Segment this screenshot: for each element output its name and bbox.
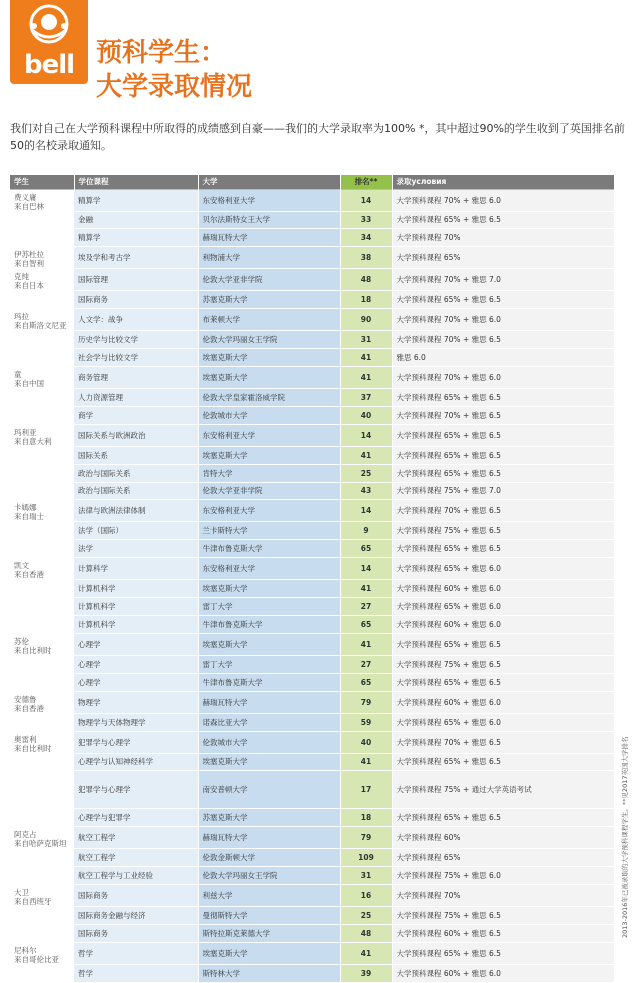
requirements-cell: 大学预科课程 65% + 雅思 6.5 <box>392 633 614 655</box>
university-cell: 牛津布鲁克斯大学 <box>198 540 340 558</box>
university-cell: 苏塞克斯大学 <box>198 291 340 309</box>
course-cell: 计算机科学 <box>74 598 198 616</box>
student-cell <box>10 446 74 464</box>
requirements-cell: 大学预科课程 65% <box>392 247 614 269</box>
table-row <box>10 907 614 925</box>
student-cell: 安德鲁 来自香港 <box>10 691 74 713</box>
course-cell: 物理学与天体物理学 <box>74 713 198 731</box>
university-cell: 埃塞克斯大学 <box>198 633 340 655</box>
requirements-cell: 大学预科课程 70% + 雅思 6.0 <box>392 366 614 388</box>
rank-cell: 27 <box>340 598 392 616</box>
course-cell: 国际商务 <box>74 924 198 942</box>
table-row <box>10 558 614 580</box>
rank-cell: 31 <box>340 331 392 349</box>
footnote: 2013-2016年已被录取的大学预科课程学生。**见2017英国大学排名 <box>621 736 629 938</box>
requirements-cell: 大学预科课程 70% + 雅思 6.0 <box>392 189 614 211</box>
rank-cell: 41 <box>340 633 392 655</box>
student-cell: 费义庸 来自巴林 <box>10 189 74 211</box>
title-line-2: 大学录取情况 <box>96 72 253 102</box>
university-cell: 贝尔法斯特女王大学 <box>198 211 340 229</box>
student-cell: 卡嫣娜 来自瑞士 <box>10 500 74 522</box>
course-cell: 计算机科学 <box>74 580 198 598</box>
rank-cell: 79 <box>340 827 392 849</box>
student-cell: 玛利亚 来自意大利 <box>10 424 74 446</box>
student-cell <box>10 809 74 827</box>
table-row <box>10 500 614 522</box>
header-student: 学生 <box>10 175 74 189</box>
student-cell <box>10 673 74 691</box>
table-row <box>10 522 614 540</box>
student-cell <box>10 331 74 349</box>
student-cell <box>10 388 74 406</box>
student-cell <box>10 349 74 367</box>
course-cell: 航空工程学 <box>74 849 198 867</box>
title-line-1: 预科学生： <box>96 38 227 68</box>
course-cell: 商学 <box>74 406 198 424</box>
student-cell <box>10 291 74 309</box>
requirements-cell: 大学预科课程 65% + 雅思 6.0 <box>392 558 614 580</box>
requirements-cell: 大学预科课程 60% + 雅思 6.0 <box>392 615 614 633</box>
course-cell: 物理学 <box>74 691 198 713</box>
university-cell: 埃塞克斯大学 <box>198 446 340 464</box>
student-cell <box>10 540 74 558</box>
requirements-cell: 大学预科课程 65% + 雅思 6.0 <box>392 598 614 616</box>
university-cell: 雷丁大学 <box>198 598 340 616</box>
table-row <box>10 964 614 982</box>
rank-cell: 31 <box>340 867 392 885</box>
course-cell: 精算学 <box>74 229 198 247</box>
student-cell <box>10 615 74 633</box>
course-cell: 国际商务金融与经济 <box>74 907 198 925</box>
course-cell: 犯罪学与心理学 <box>74 771 198 809</box>
table-row <box>10 580 614 598</box>
course-cell: 社会学与比较文学 <box>74 349 198 367</box>
rank-cell: 18 <box>340 809 392 827</box>
bell-logo-icon <box>10 0 88 56</box>
header-requirements: 录取условия <box>392 175 614 189</box>
student-cell <box>10 924 74 942</box>
page-title <box>96 36 252 104</box>
course-cell: 犯罪学与心理学 <box>74 731 198 753</box>
student-cell <box>10 771 74 809</box>
rank-cell: 37 <box>340 388 392 406</box>
table-row <box>10 771 614 809</box>
university-cell: 埃塞克斯大学 <box>198 366 340 388</box>
student-cell: 玛拉 来自斯洛文尼亚 <box>10 309 74 331</box>
rank-cell: 59 <box>340 713 392 731</box>
university-cell: 斯特林大学 <box>198 964 340 982</box>
course-cell: 法学 <box>74 540 198 558</box>
requirements-cell: 大学预科课程 65% + 雅思 6.5 <box>392 211 614 229</box>
table-row <box>10 849 614 867</box>
university-cell: 伦敦金斯顿大学 <box>198 849 340 867</box>
requirements-cell: 大学预科课程 75% + 雅思 6.5 <box>392 522 614 540</box>
requirements-cell: 大学预科课程 70% <box>392 885 614 907</box>
rank-cell: 16 <box>340 885 392 907</box>
university-cell: 雷丁大学 <box>198 655 340 673</box>
requirements-cell: 大学预科课程 65% + 雅思 6.5 <box>392 464 614 482</box>
course-cell: 心理学 <box>74 633 198 655</box>
table-row <box>10 731 614 753</box>
table-row <box>10 406 614 424</box>
course-cell: 政治与国际关系 <box>74 482 198 500</box>
intro-paragraph: 我们对自己在大学预科课程中所取得的成绩感到自豪——我们的大学录取率为100% *，其中超过90%的学生收到了英国排名前50的名校录取通知。 <box>10 122 625 152</box>
requirements-cell: 大学预科课程 65% + 雅思 6.5 <box>392 424 614 446</box>
table-row <box>10 269 614 291</box>
course-cell: 心理学 <box>74 673 198 691</box>
rank-cell: 41 <box>340 942 392 964</box>
table-row <box>10 924 614 942</box>
requirements-cell: 大学预科课程 70% + 雅思 6.5 <box>392 406 614 424</box>
student-cell <box>10 229 74 247</box>
requirements-cell: 大学预科课程 70% + 雅思 7.0 <box>392 269 614 291</box>
student-cell <box>10 713 74 731</box>
university-cell: 伦敦大学亚非学院 <box>198 482 340 500</box>
requirements-cell: 大学预科课程 60% + 雅思 6.0 <box>392 964 614 982</box>
student-cell: 克纯 来自日本 <box>10 269 74 291</box>
course-cell: 人力资源管理 <box>74 388 198 406</box>
table-row <box>10 309 614 331</box>
rank-cell: 33 <box>340 211 392 229</box>
university-cell: 肯特大学 <box>198 464 340 482</box>
table-row <box>10 424 614 446</box>
table-row <box>10 655 614 673</box>
university-cell: 伦敦大学玛丽女王学院 <box>198 867 340 885</box>
rank-cell: 40 <box>340 731 392 753</box>
table-row <box>10 247 614 269</box>
rank-cell: 25 <box>340 907 392 925</box>
requirements-cell: 大学预科课程 65% + 雅思 6.5 <box>392 388 614 406</box>
course-cell: 国际关系与欧洲政治 <box>74 424 198 446</box>
requirements-cell: 大学预科课程 65% + 雅思 6.5 <box>392 673 614 691</box>
table-body <box>10 189 614 982</box>
rank-cell: 48 <box>340 924 392 942</box>
student-cell <box>10 655 74 673</box>
requirements-cell: 大学预科课程 60% + 雅思 6.5 <box>392 924 614 942</box>
requirements-cell: 大学预科课程 65% + 雅思 6.5 <box>392 540 614 558</box>
student-cell <box>10 753 74 771</box>
rank-cell: 14 <box>340 500 392 522</box>
course-cell: 计算机科学 <box>74 615 198 633</box>
rank-cell: 9 <box>340 522 392 540</box>
university-cell: 南安普顿大学 <box>198 771 340 809</box>
university-cell: 赫瑞瓦特大学 <box>198 691 340 713</box>
rank-cell: 18 <box>340 291 392 309</box>
requirements-cell: 大学预科课程 75% + 雅思 7.0 <box>392 482 614 500</box>
table-row <box>10 540 614 558</box>
table-row <box>10 809 614 827</box>
table-row <box>10 229 614 247</box>
course-cell: 国际商务 <box>74 291 198 309</box>
student-cell: 童 来自中国 <box>10 366 74 388</box>
requirements-cell: 大学预科课程 65% <box>392 849 614 867</box>
student-cell <box>10 598 74 616</box>
student-cell <box>10 464 74 482</box>
university-cell: 牛津布鲁克斯大学 <box>198 673 340 691</box>
rank-cell: 17 <box>340 771 392 809</box>
student-cell: 奥雷利 来自比利时 <box>10 731 74 753</box>
table-row <box>10 673 614 691</box>
course-cell: 国际关系 <box>74 446 198 464</box>
student-cell <box>10 849 74 867</box>
student-cell: 阿克占 来自哈萨克斯坦 <box>10 827 74 849</box>
student-cell <box>10 522 74 540</box>
university-cell: 伦敦大学亚非学院 <box>198 269 340 291</box>
rank-cell: 65 <box>340 615 392 633</box>
university-cell: 东安格利亚大学 <box>198 424 340 446</box>
table-row <box>10 388 614 406</box>
rank-cell: 14 <box>340 558 392 580</box>
course-cell: 政治与国际关系 <box>74 464 198 482</box>
header-course: 学位课程 <box>74 175 198 189</box>
course-cell: 航空工程学 <box>74 827 198 849</box>
admissions-table <box>10 175 615 983</box>
university-cell: 利物浦大学 <box>198 247 340 269</box>
requirements-cell: 大学预科课程 70% + 雅思 6.0 <box>392 309 614 331</box>
table-row <box>10 446 614 464</box>
rank-cell: 79 <box>340 691 392 713</box>
university-cell: 东安格利亚大学 <box>198 500 340 522</box>
university-cell: 东安格利亚大学 <box>198 189 340 211</box>
table-header-row <box>10 175 614 189</box>
bell-logo <box>10 0 88 84</box>
rank-cell: 34 <box>340 229 392 247</box>
rank-cell: 90 <box>340 309 392 331</box>
table-row <box>10 291 614 309</box>
university-cell: 伦敦城市大学 <box>198 731 340 753</box>
course-cell: 金融 <box>74 211 198 229</box>
university-cell: 利兹大学 <box>198 885 340 907</box>
university-cell: 伦敦大学皇家霍洛威学院 <box>198 388 340 406</box>
requirements-cell: 大学预科课程 65% + 雅思 6.0 <box>392 713 614 731</box>
student-cell: 苏伦 来自比利时 <box>10 633 74 655</box>
rank-cell: 40 <box>340 406 392 424</box>
requirements-cell: 大学预科课程 75% + 雅思 6.5 <box>392 907 614 925</box>
rank-cell: 41 <box>340 753 392 771</box>
table-row <box>10 885 614 907</box>
university-cell: 东安格利亚大学 <box>198 558 340 580</box>
header-university: 大学 <box>198 175 340 189</box>
rank-cell: 65 <box>340 673 392 691</box>
header-rank: 排名** <box>340 175 392 189</box>
requirements-cell: 大学预科课程 60% + 雅思 6.0 <box>392 691 614 713</box>
rank-cell: 27 <box>340 655 392 673</box>
rank-cell: 14 <box>340 189 392 211</box>
student-cell <box>10 907 74 925</box>
university-cell: 牛津布鲁克斯大学 <box>198 615 340 633</box>
course-cell: 国际管理 <box>74 269 198 291</box>
university-cell: 埃塞克斯大学 <box>198 942 340 964</box>
table-row <box>10 867 614 885</box>
university-cell: 伦敦大学玛丽女王学院 <box>198 331 340 349</box>
logo-wordmark: bell <box>23 50 75 80</box>
university-cell: 布莱顿大学 <box>198 309 340 331</box>
rank-cell: 43 <box>340 482 392 500</box>
rank-cell: 38 <box>340 247 392 269</box>
student-cell <box>10 211 74 229</box>
rank-cell: 41 <box>340 366 392 388</box>
course-cell: 精算学 <box>74 189 198 211</box>
rank-cell: 39 <box>340 964 392 982</box>
table-row <box>10 598 614 616</box>
course-cell: 国际商务 <box>74 885 198 907</box>
course-cell: 法律与欧洲法律体制 <box>74 500 198 522</box>
student-cell: 尼科尔 来自哥伦比亚 <box>10 942 74 964</box>
requirements-cell: 大学预科课程 75% + 雅思 6.0 <box>392 867 614 885</box>
rank-cell: 41 <box>340 580 392 598</box>
table-row <box>10 713 614 731</box>
student-cell <box>10 482 74 500</box>
rank-cell: 41 <box>340 446 392 464</box>
student-cell: 凯文 来自香港 <box>10 558 74 580</box>
university-cell: 埃塞克斯大学 <box>198 349 340 367</box>
university-cell: 曼彻斯特大学 <box>198 907 340 925</box>
course-cell: 人文学：战争 <box>74 309 198 331</box>
table-row <box>10 753 614 771</box>
table-row <box>10 464 614 482</box>
university-cell: 赫瑞瓦特大学 <box>198 229 340 247</box>
student-cell <box>10 964 74 982</box>
rank-cell: 14 <box>340 424 392 446</box>
requirements-cell: 大学预科课程 65% + 雅思 6.5 <box>392 809 614 827</box>
student-cell: 伊苏杜拉 来自智利 <box>10 247 74 269</box>
rank-cell: 65 <box>340 540 392 558</box>
table-row <box>10 691 614 713</box>
course-cell: 心理学与犯罪学 <box>74 809 198 827</box>
requirements-cell: 大学预科课程 70% + 雅思 6.5 <box>392 331 614 349</box>
table-row <box>10 633 614 655</box>
requirements-cell: 大学预科课程 60% + 雅思 6.0 <box>392 580 614 598</box>
requirements-cell: 大学预科课程 70% + 雅思 6.5 <box>392 731 614 753</box>
table-row <box>10 482 614 500</box>
requirements-cell: 大学预科课程 65% + 雅思 6.5 <box>392 942 614 964</box>
course-cell: 计算科学 <box>74 558 198 580</box>
course-cell: 埃及学和考古学 <box>74 247 198 269</box>
student-cell: 大卫 来自西班牙 <box>10 885 74 907</box>
requirements-cell: 大学预科课程 65% + 雅思 6.5 <box>392 753 614 771</box>
university-cell: 诺森比亚大学 <box>198 713 340 731</box>
course-cell: 历史学与比较文学 <box>74 331 198 349</box>
course-cell: 法学（国际） <box>74 522 198 540</box>
requirements-cell: 大学预科课程 70% <box>392 229 614 247</box>
table-row <box>10 331 614 349</box>
requirements-cell: 大学预科课程 65% + 雅思 6.5 <box>392 446 614 464</box>
table-row <box>10 942 614 964</box>
rank-cell: 25 <box>340 464 392 482</box>
requirements-cell: 大学预科课程 70% + 雅思 6.5 <box>392 500 614 522</box>
table-row <box>10 827 614 849</box>
course-cell: 商务管理 <box>74 366 198 388</box>
course-cell: 心理学 <box>74 655 198 673</box>
course-cell: 哲学 <box>74 964 198 982</box>
university-cell: 埃塞克斯大学 <box>198 580 340 598</box>
university-cell: 伦敦城市大学 <box>198 406 340 424</box>
requirements-cell: 大学预科课程 75% + 雅思 6.5 <box>392 655 614 673</box>
requirements-cell: 大学预科课程 75% + 通过大学英语考试 <box>392 771 614 809</box>
university-cell: 苏塞克斯大学 <box>198 809 340 827</box>
university-cell: 赫瑞瓦特大学 <box>198 827 340 849</box>
university-cell: 斯特拉斯克莱德大学 <box>198 924 340 942</box>
course-cell: 心理学与认知神经科学 <box>74 753 198 771</box>
table-row <box>10 211 614 229</box>
table-row <box>10 366 614 388</box>
table-row <box>10 189 614 211</box>
student-cell <box>10 867 74 885</box>
university-cell: 兰卡斯特大学 <box>198 522 340 540</box>
rank-cell: 48 <box>340 269 392 291</box>
student-cell <box>10 406 74 424</box>
course-cell: 航空工程学与工业经验 <box>74 867 198 885</box>
rank-cell: 109 <box>340 849 392 867</box>
table-row <box>10 615 614 633</box>
requirements-cell: 大学预科课程 60% <box>392 827 614 849</box>
requirements-cell: 大学预科课程 65% + 雅思 6.5 <box>392 291 614 309</box>
requirements-cell: 雅思 6.0 <box>392 349 614 367</box>
course-cell: 哲学 <box>74 942 198 964</box>
university-cell: 埃塞克斯大学 <box>198 753 340 771</box>
table-row <box>10 349 614 367</box>
student-cell <box>10 580 74 598</box>
rank-cell: 41 <box>340 349 392 367</box>
